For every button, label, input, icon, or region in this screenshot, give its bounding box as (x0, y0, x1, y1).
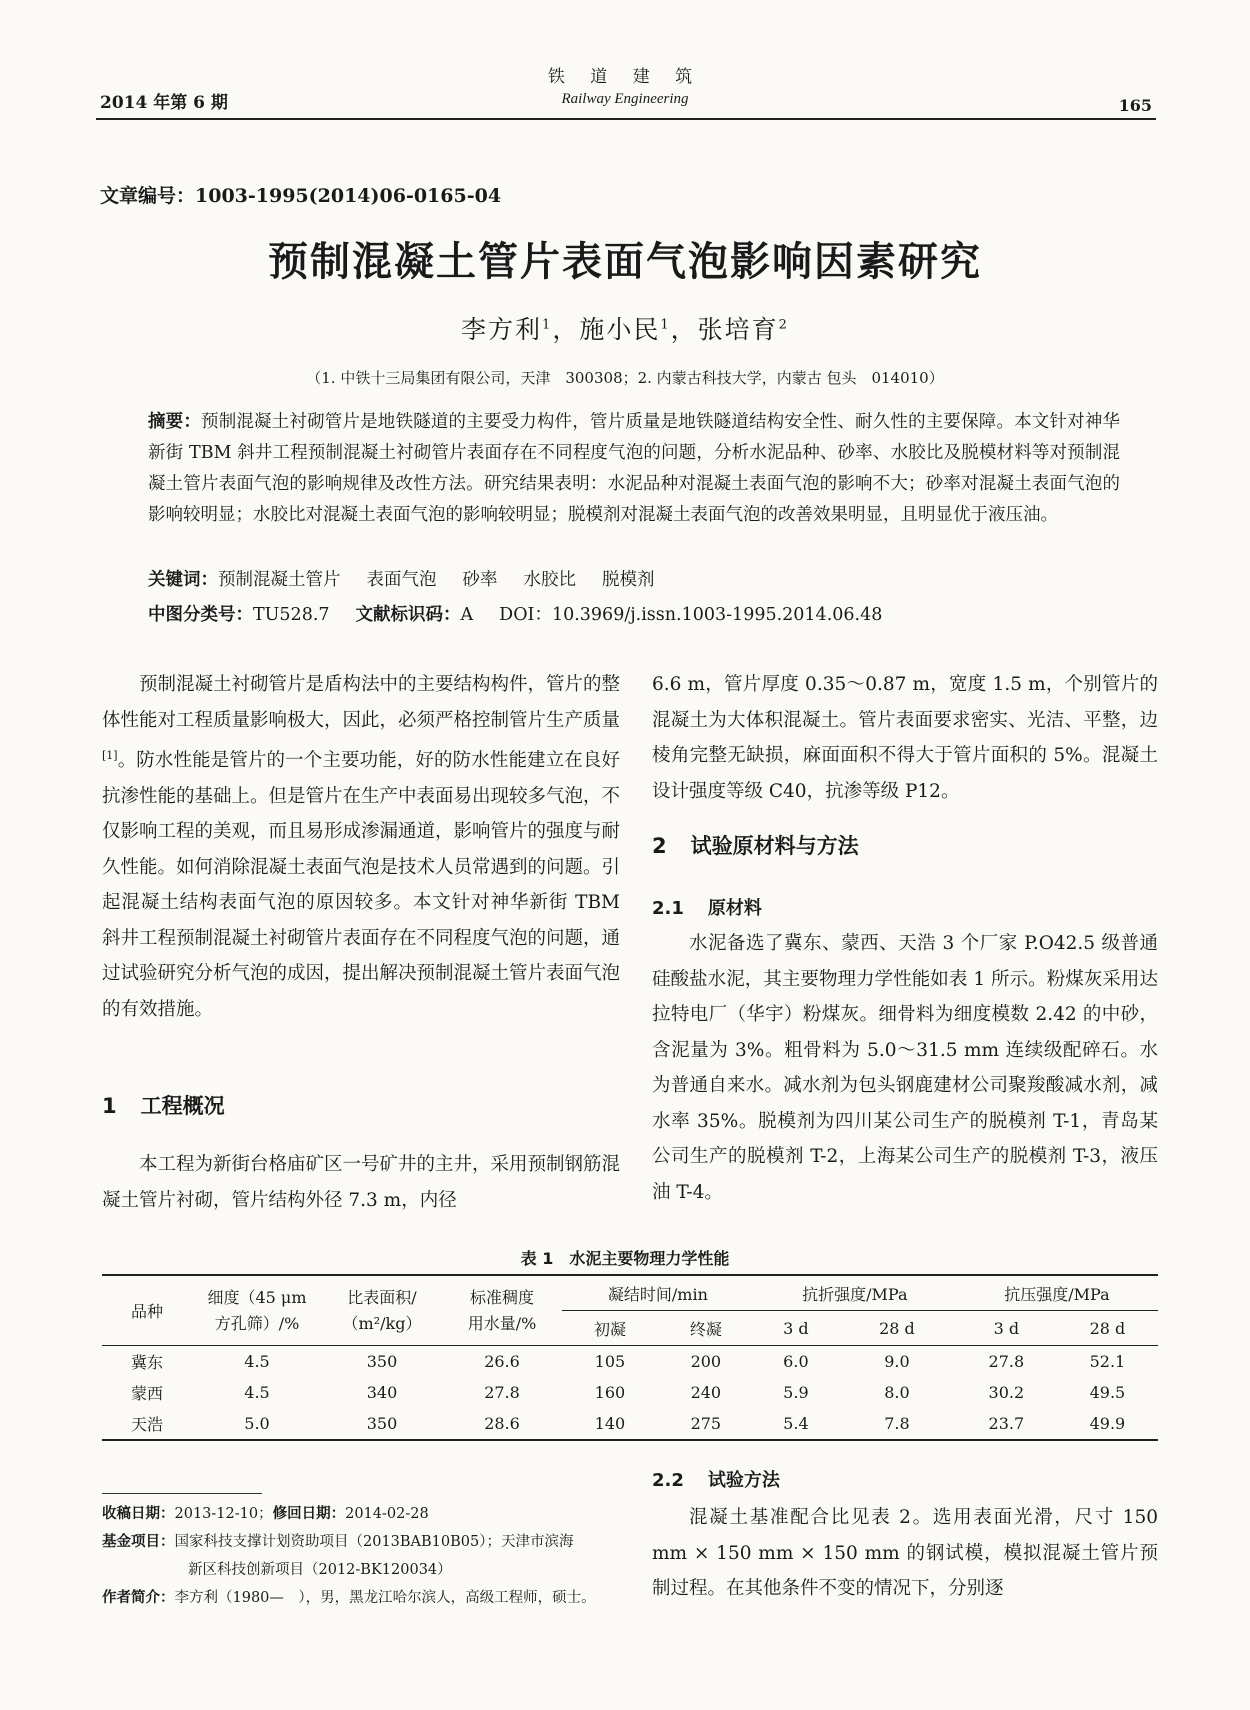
keywords (148, 566, 1120, 591)
keyword: 砂率 (462, 570, 498, 590)
table-1-caption: 表 1 水泥主要物理力学性能 (520, 1249, 730, 1268)
issue-label: 2014 年第 6 期 (100, 93, 228, 113)
keyword: 预制混凝土管片 (218, 570, 341, 590)
doi: DOI：10.3969/j.issn.1003-1995.2014.06.48 (499, 605, 883, 625)
clc-label: 中图分类号： (148, 605, 253, 625)
table-1 (102, 1274, 1158, 1441)
intro-paragraph: 预制混凝土衬砌管片是盾构法中的主要结构构件，管片的整体性能对工程质量影响极大，因此，必须严格控制管片生产质量[1]。防水性能是管片的一个主要功能，好的防水性能建立在良好抗渗性能的基础上。但是管片在生产中表面易出现较多气泡，不仅影响工程的美观，而且易形成渗漏通道，影响管片的强度与耐久性能。如何消除混凝土表面气泡是技术人员常遇到的问题。引起混凝土结构表面气泡的原因较多。本文针对神华新街 TBM 斜井工程预制混凝土衬砌管片表面存在不同程度气泡的问题，通过试验研究分析气泡的成因，提出解决预制混凝土管片表面气泡的有效措施。 (102, 674, 621, 1020)
fund-note-cont: 新区科技创新项目（2012-BK120034） (188, 1562, 452, 1578)
journal-header (0, 62, 1250, 108)
keyword: 脱模剂 (602, 570, 655, 590)
affiliations: （1. 中铁十三局集团有限公司，天津 300308；2. 内蒙古科技大学，内蒙古 包头 014010） (306, 369, 944, 387)
col-header-flex-3d: 3 d (783, 1318, 809, 1338)
abstract-text: 预制混凝土衬砌管片是地铁隧道的主要受力构件，管片质量是地铁隧道结构安全性、耐久性的主要保障。本文针对神华新街 TBM 斜井工程预制混凝土衬砌管片表面存在不同程度气泡的问题，分析水泥品种、砂率、水胶比及脱模材料等对预制混凝土管片表面气泡的影响规律及改性方法。研究结果表明：水泥品种对混凝土表面气泡的影响不大；砂率对混凝土表面气泡的影响较明显；水胶比对混凝土表面气泡的影响较明显；脱模剂对混凝土表面气泡的改善效果明显，且明显优于液压油。 (148, 412, 1120, 525)
journal-name-en: Railway Engineering (561, 91, 689, 107)
bio-note: 作者简介：李方利（1980— ），男，黑龙江哈尔滨人，高级工程师，硕士。 (102, 1590, 596, 1606)
footnotes (102, 1500, 622, 1612)
col-header-comp-3d: 3 d (993, 1318, 1020, 1338)
keyword: 表面气泡 (366, 570, 437, 590)
journal-name-cn: 铁 道 建 筑 (547, 67, 703, 87)
paper-title: 预制混凝土管片表面气泡影响因素研究 (268, 239, 982, 285)
author-affil-mark: 1 (660, 317, 671, 333)
clc-code: TU528.7 (253, 605, 330, 625)
abstract (148, 407, 1120, 531)
subsection-2-2-heading: 2.2 试验方法 (652, 1470, 780, 1491)
col-header-fineness: 细度（45 μm 方孔筛）/% (207, 1287, 307, 1333)
section-1-paragraph: 本工程为新街台格庙矿区一号矿井的主井，采用预制钢筋混凝土管片衬砌，管片结构外径 7.3 m，内径 (102, 1154, 621, 1211)
keyword: 水胶比 (523, 570, 576, 590)
author-affil-mark: 2 (778, 317, 789, 333)
keywords-label: 关键词： (148, 570, 218, 590)
author-name: 施小民 (579, 315, 661, 344)
col-header-variety: 品种 (130, 1302, 163, 1321)
col-header-flex-28d: 28 d (879, 1318, 915, 1338)
page-number: 165 (1118, 96, 1152, 115)
table-row: 蒙西 4.5 340 27.8 160 240 5.9 8.0 30.2 49.5 (130, 1383, 1126, 1403)
col-header-compressive: 抗压强度/MPa (956, 1275, 1158, 1311)
col-header-surface-area: 比表面积/ （m²/kg） (342, 1287, 422, 1333)
fund-note: 基金项目：国家科技支撑计划资助项目（2013BAB10B05）；天津市滨海 (102, 1534, 574, 1550)
subsection-2-1-heading: 2.1 原材料 (652, 898, 762, 919)
col-header-flexural: 抗折强度/MPa (754, 1275, 956, 1311)
footnote-rule (102, 1493, 262, 1494)
section-2-heading: 2 试验原材料与方法 (652, 834, 859, 858)
author-affil-mark: 1 (542, 317, 553, 333)
dates-note: 收稿日期：2013-12-10；修回日期：2014-02-28 (102, 1506, 429, 1522)
subsection-2-1-paragraph: 水泥备选了冀东、蒙西、天浩 3 个厂家 P.O42.5 级普通硅酸盐水泥，其主要物理力学性能如表 1 所示。粉煤灰采用达拉特电厂（华宇）粉煤灰。细骨料为细度模数 2.42 的中砂，含泥量为 3%。粗骨料为 5.0～31.5 mm 连续级配碎石。水为普通自来水。减水剂为包头钢鹿建材公司聚羧酸减水剂，减水率 35%。脱模剂为四川某公司生产的脱模剂 T-1，青岛某公司生产的脱模剂 T-2，上海某公司生产的脱模剂 T-3，液压油 T-4。 (652, 933, 1158, 1203)
table-row: 冀东 4.5 350 26.6 105 200 6.0 9.0 27.8 52.1 (130, 1352, 1126, 1372)
table-row: 天浩 5.0 350 28.6 140 275 5.4 7.8 23.7 49.9 (102, 1408, 1158, 1440)
col-header-final: 终凝 (689, 1319, 722, 1339)
header-rule (96, 118, 1156, 120)
author-name: 张培育 (697, 315, 779, 344)
col-header-initial: 初凝 (593, 1319, 626, 1339)
section-1-heading: 1 工程概况 (102, 1094, 225, 1118)
article-number: 文章编号：1003-1995(2014)06-0165-04 (100, 185, 502, 207)
abstract-label: 摘要： (148, 412, 202, 432)
author-name: 李方利 (461, 315, 543, 344)
doc-code: A (460, 605, 474, 625)
col-header-comp-28d: 28 d (1089, 1318, 1126, 1338)
subsection-2-2-paragraph: 混凝土基准配合比见表 2。选用表面光滑，尺寸 150 mm × 150 mm × 150 mm 的钢试模，模拟混凝土管片预制过程。在其他条件不变的情况下，分别逐 (652, 1507, 1158, 1599)
author-separator: ， (552, 315, 580, 344)
col-header-setting-time: 凝结时间/min (562, 1275, 754, 1311)
col-header-water-demand: 标准稠度 用水量/% (467, 1287, 537, 1333)
doc-code-label: 文献标识码： (355, 605, 461, 625)
classification-line (148, 601, 1120, 626)
citation-ref: [1] (102, 749, 118, 762)
right-paragraph-1: 6.6 m，管片厚度 0.35～0.87 m，宽度 1.5 m，个别管片的混凝土为大体积混凝土。管片表面要求密实、光洁、平整，边棱角完整无缺损，麻面面积不得大于管片面积的 5%。混凝土设计强度等级 C40，抗渗等级 P12。 (652, 674, 1158, 802)
author-separator: ， (670, 315, 698, 344)
author-list (0, 310, 1250, 346)
